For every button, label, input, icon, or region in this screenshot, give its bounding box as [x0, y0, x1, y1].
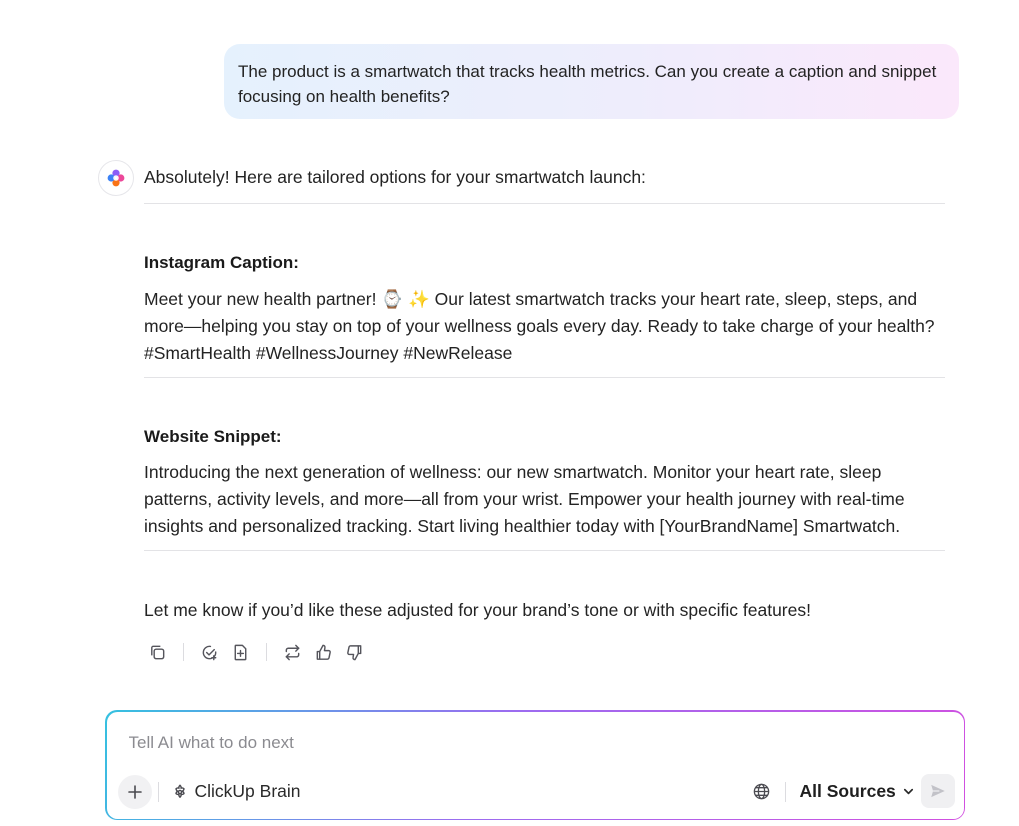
action-separator — [266, 643, 267, 661]
user-message-text: The product is a smartwatch that tracks health metrics. Can you create a caption and snippet focusing on health benefits? — [238, 62, 937, 106]
regenerate-icon — [283, 643, 302, 662]
assistant-closing: Let me know if you’d like these adjusted for your brand’s tone or with specific features! — [144, 600, 811, 620]
thumbs-up-icon — [314, 643, 333, 662]
web-search-button[interactable] — [751, 781, 773, 803]
sources-label: All Sources — [799, 781, 896, 801]
add-to-doc-button[interactable] — [227, 639, 253, 665]
watch-sparkles-emoji: ⌚ ✨ — [381, 289, 430, 309]
copy-icon — [148, 643, 167, 662]
thumbs-up-button[interactable] — [310, 639, 336, 665]
add-doc-icon — [231, 643, 250, 662]
prompt-input[interactable] — [129, 730, 909, 756]
user-message-bubble — [224, 44, 959, 119]
check-add-icon — [200, 643, 219, 662]
prompt-composer-inner — [107, 712, 964, 819]
toolbar-separator — [158, 782, 159, 802]
prompt-composer — [105, 710, 965, 820]
message-actions — [144, 638, 372, 666]
instagram-caption-text-start: Meet your new health partner! — [144, 289, 382, 309]
clickup-brain-button[interactable] — [171, 779, 301, 805]
instagram-caption-body — [144, 286, 945, 367]
divider — [144, 550, 945, 551]
create-task-button[interactable] — [196, 639, 222, 665]
globe-icon — [752, 782, 771, 801]
sources-dropdown[interactable] — [800, 779, 915, 805]
send-icon — [929, 782, 947, 800]
instagram-caption-text-rest: Our latest smartwatch tracks your heart rate, sleep, steps, and more—helping you stay on top of your wellness goals every day. Ready to take charge of your health? #SmartHealth #WellnessJourney #NewRelease — [144, 289, 935, 363]
instagram-caption-heading: Instagram Caption: — [144, 253, 299, 272]
chevron-down-icon — [902, 785, 915, 798]
thumbs-down-icon — [345, 643, 364, 662]
copy-button[interactable] — [144, 639, 170, 665]
plus-icon — [127, 784, 143, 800]
clickup-brain-label: ClickUp Brain — [194, 781, 301, 801]
assistant-intro: Absolutely! Here are tailored options for your smartwatch launch: — [144, 167, 646, 187]
divider — [144, 377, 945, 378]
add-attachment-button[interactable] — [118, 775, 152, 809]
action-separator — [183, 643, 184, 661]
toolbar-separator — [785, 782, 786, 802]
website-snippet-heading: Website Snippet: — [144, 427, 282, 446]
send-button[interactable] — [921, 774, 955, 808]
regenerate-button[interactable] — [279, 639, 305, 665]
divider — [144, 203, 945, 204]
clickup-brain-flower-icon — [106, 168, 126, 188]
assistant-avatar — [98, 160, 134, 196]
website-snippet-body: Introducing the next generation of wellness: our new smartwatch. Monitor your heart rate, sleep patterns, activity levels, and more—all from your wrist. Empower your health journey with real-time insights and personalized tracking. Start living healthier today with [YourBrandName] Smartwatch. — [144, 462, 905, 536]
brain-icon — [171, 783, 189, 801]
thumbs-down-button[interactable] — [341, 639, 367, 665]
